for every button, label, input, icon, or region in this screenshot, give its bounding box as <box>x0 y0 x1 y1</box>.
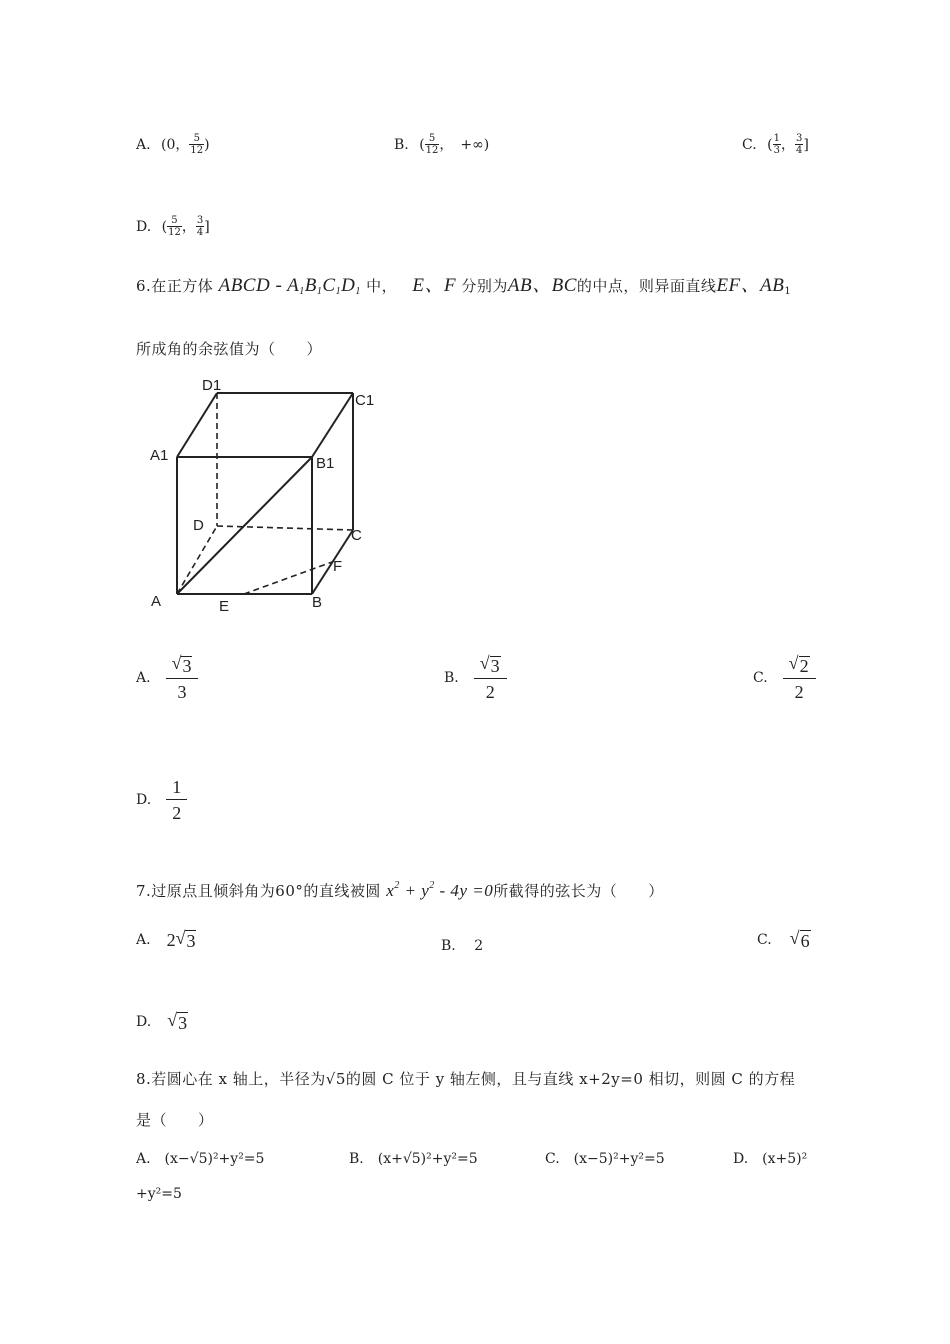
label-f: F <box>333 558 343 575</box>
option-label: B. <box>394 137 409 153</box>
q5-option-d: D. ( $\frac{5}{12}$ ， $\frac{3}{4}$ ] <box>136 215 210 238</box>
q6-option-b <box>444 654 504 701</box>
fraction: $\frac{5}{12}$ <box>425 133 439 156</box>
label-a: A <box>151 593 162 610</box>
option-label: D. <box>136 219 152 235</box>
q6-option-c <box>753 654 813 701</box>
edge-b1-c1 <box>312 393 353 457</box>
option-label: C. <box>742 137 757 153</box>
option-label: A. <box>136 137 151 153</box>
q8-stem: 8.若圆心在 x 轴上，半径为√5的圆 C 位于 y 轴左侧，且与直线 x+2y=0 相切，则圆 C 的方程 <box>136 1070 796 1088</box>
radical: √ 3 <box>175 928 196 951</box>
q8-stem-line2: 是（ ） <box>136 1111 214 1129</box>
q7-option-d <box>136 1010 188 1034</box>
edge-d-c <box>217 526 353 530</box>
q6-option-d <box>136 778 184 822</box>
label-c: C <box>351 527 362 544</box>
fraction: $\frac{3}{4}$ <box>795 133 803 156</box>
radical: √ 3 <box>479 653 500 676</box>
q8-option-c: C. (x−5)²+y²=5 <box>545 1151 665 1167</box>
fraction: √ 3 2 <box>477 654 504 701</box>
q6-stem: 6.在正方体 ABCD - $A_1B_1C_1D_1$ 中， E、F 分别为AB、BC的中点，则异面直线EF、$AB_1$ <box>136 275 792 297</box>
fraction: √ 2 2 <box>786 654 813 701</box>
label-b1: B1 <box>316 455 335 472</box>
fraction: $\frac{5}{12}$ <box>190 133 204 156</box>
q7-option-a: A. 2 √ 3 <box>136 928 196 951</box>
cube-figure <box>140 370 380 620</box>
label-a1: A1 <box>150 447 169 464</box>
radical: √ 3 <box>167 1010 188 1033</box>
q6-option-a <box>136 654 195 701</box>
solid-name: ABCD - $A_1B_1C_1D_1$ <box>218 275 361 297</box>
option-label: C. <box>753 669 768 686</box>
q8-option-b: B. (x+√5)²+y²=5 <box>349 1151 478 1167</box>
q5-option-b: B. ( $\frac{5}{12}$ ， +∞) <box>394 133 490 156</box>
radical: √ 6 <box>789 928 810 951</box>
fraction: √ 3 3 <box>169 654 196 701</box>
fraction: $\frac{1}{3}$ <box>773 133 780 156</box>
circle-equation: $x^2 + y^2 - 4y =0$ <box>386 880 494 900</box>
option-label: C. <box>757 932 772 948</box>
q5-option-a: A. (0， $\frac{5}{12}$ ) <box>136 133 210 156</box>
radical: √ 3 <box>171 653 192 676</box>
q5-option-c: C. ( $\frac{1}{3}$ ， $\frac{3}{4}$ ] <box>742 133 809 156</box>
segment-e-f <box>244 562 332 594</box>
edge-a1-d1 <box>177 393 217 457</box>
fraction: $\frac{3}{4}$ <box>196 215 204 238</box>
label-e: E <box>219 598 230 615</box>
label-c1: C1 <box>355 392 375 409</box>
q6-stem-line2: 所成角的余弦值为（ ） <box>136 340 323 358</box>
option-label: A. <box>136 669 151 686</box>
q8-option-a: A. (x−√5)²+y²=5 <box>136 1151 265 1167</box>
fraction: $\frac{5}{12}$ <box>168 215 181 238</box>
q7-option-c <box>757 928 811 952</box>
label-d: D <box>193 517 204 534</box>
option-label: B. <box>441 938 456 954</box>
option-label: D. <box>136 1014 152 1030</box>
q7-stem: 7.过原点且倾斜角为60°的直线被圆 $x^2 + y^2 - 4y =0$所截得的弦长为（ ） <box>136 880 664 900</box>
option-label: B. <box>444 669 459 686</box>
q8-option-d: D. (x+5)² <box>733 1151 808 1167</box>
q8-option-d-continued: +y²=5 <box>136 1186 182 1202</box>
fraction: 1 2 <box>169 778 184 822</box>
label-b: B <box>312 594 323 611</box>
option-label: D. <box>136 792 152 808</box>
option-label: A. <box>136 932 151 948</box>
label-d1: D1 <box>202 377 222 394</box>
radical: √ 2 <box>788 653 809 676</box>
q7-option-b: B. 2 <box>441 938 484 954</box>
